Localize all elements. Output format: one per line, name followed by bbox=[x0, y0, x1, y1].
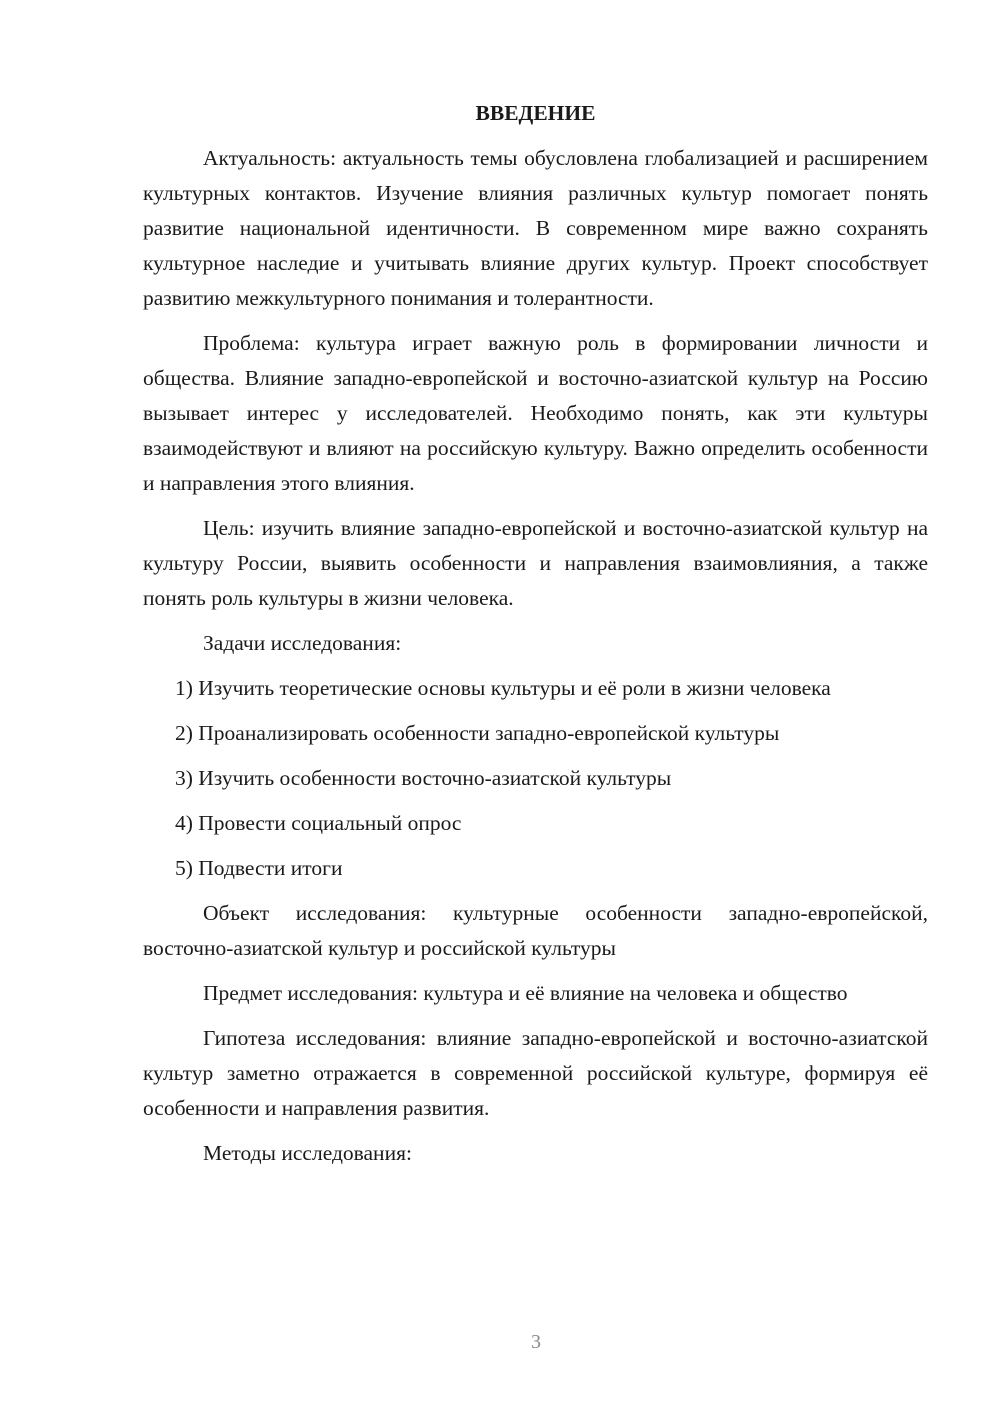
paragraph-problem: Проблема: культура играет важную роль в формировании личности и общества. Влияние западно-европейской и восточно-азиатской культур на Россию вызывает интерес у исследователей. Необходимо понять, как эти культуры взаимодействуют и влияют на российскую культуру. Важно определить особенности и направления этого влияния. bbox=[143, 331, 928, 495]
paragraph-relevance: Актуальность: актуальность темы обусловлена глобализацией и расширением культурных контактов. Изучение влияния различных культур помогает понять развитие национальной идентичности. В современном мире важно сохранять культурное наследие и учитывать влияние других культур. Проект способствует развитию межкультурного понимания и толерантности. bbox=[143, 146, 928, 310]
paragraph-hypothesis: Гипотеза исследования: влияние западно-европейской и восточно-азиатской культур заметно отражается в современной российской культуре, формируя её особенности и направления развития. bbox=[143, 1026, 928, 1120]
paragraph-subject: Предмет исследования: культура и её влияние на человека и общество bbox=[203, 981, 848, 1005]
list-item: 1) Изучить теоретические основы культуры и её роли в жизни человека bbox=[175, 676, 831, 700]
paragraph-object: Объект исследования: культурные особенности западно-европейской, восточно-азиатской культур и российской культуры bbox=[143, 901, 928, 960]
page-number: 3 bbox=[531, 1331, 541, 1353]
paragraph-goal: Цель: изучить влияние западно-европейской и восточно-азиатской культур на культуру России, выявить особенности и направления взаимовлияния, а также понять роль культуры в жизни человека. bbox=[143, 516, 928, 610]
tasks-heading: Задачи исследования: bbox=[203, 631, 402, 655]
document-page bbox=[143, 96, 928, 1181]
list-item: 2) Проанализировать особенности западно-европейской культуры bbox=[175, 721, 780, 745]
list-item: 5) Подвести итоги bbox=[175, 856, 343, 880]
tasks-list bbox=[143, 671, 928, 886]
page-title: ВВЕДЕНИЕ bbox=[475, 101, 596, 125]
list-item: 4) Провести социальный опрос bbox=[175, 811, 462, 835]
list-item: 3) Изучить особенности восточно-азиатской культуры bbox=[175, 766, 672, 790]
methods-heading: Методы исследования: bbox=[203, 1141, 412, 1165]
